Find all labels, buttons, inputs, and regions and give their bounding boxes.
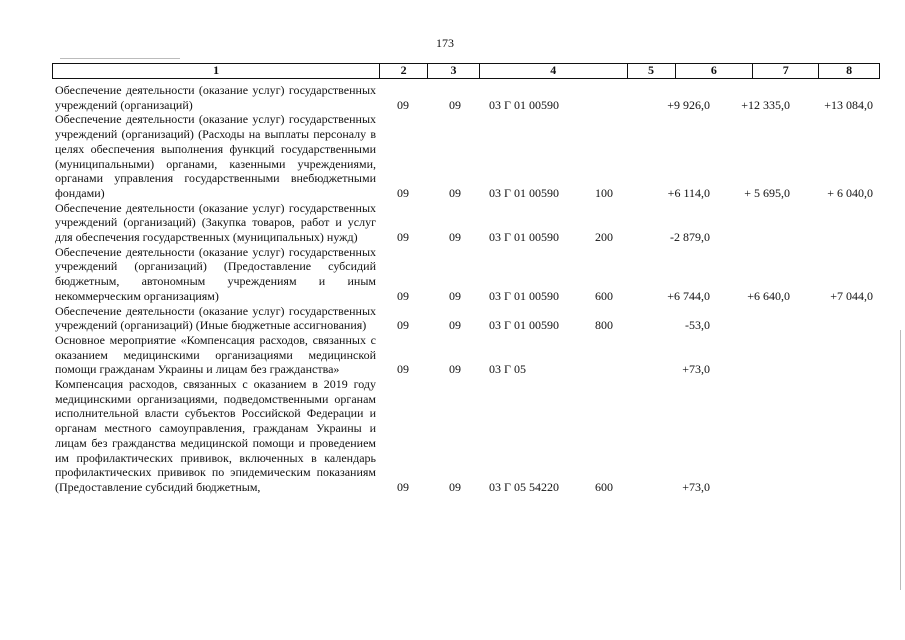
row-section: 09 [397,480,409,494]
row-subsection: 09 [449,185,461,200]
table-row [55,377,885,495]
table-row [55,112,885,200]
scan-artifact [900,330,901,590]
row-amount-col8: + 6 040,0 [827,185,873,200]
row-section: 09 [397,362,409,377]
row-amount-col7: +6 640,0 [747,288,790,303]
row-description: Основное мероприятие «Компенсация расходов, связанных с оказанием медицинскими организациями медицинской помощи гражданам Украины и лицам без гражданства» [55,332,376,377]
row-subsection: 09 [449,318,461,333]
row-subsection: 09 [449,480,461,494]
header-col-2: 2 [380,64,428,78]
row-amount-col8: +7 044,0 [830,288,873,303]
table-row [55,201,885,245]
row-amount-col7: + 5 695,0 [744,185,790,200]
row-amount-col6: -53,0 [685,318,710,333]
row-target-code: 03 Г 05 [489,362,526,377]
header-col-1: 1 [53,64,380,78]
row-subsection: 09 [449,230,461,245]
page-number: 173 [436,36,454,50]
budget-table-body [55,83,885,495]
row-target-code: 03 Г 01 00590 [489,318,559,333]
row-expense-type: 600 [595,288,613,303]
row-expense-type: 200 [595,230,613,245]
row-target-code: 03 Г 01 00590 [489,288,559,303]
row-description: Обеспечение деятельности (оказание услуг) государственных учреждений (организаций) (Иные бюджетные ассигнования) [55,303,376,333]
header-col-7: 7 [753,64,819,78]
row-subsection: 09 [449,97,461,112]
row-amount-col7: +12 335,0 [741,97,790,112]
row-subsection: 09 [449,362,461,377]
scan-artifact [60,58,180,59]
row-target-code: 03 Г 01 00590 [489,97,559,112]
row-amount-col6: +73,0 [682,480,710,494]
row-section: 09 [397,288,409,303]
row-expense-type: 100 [595,185,613,200]
row-amount-col6: +6 744,0 [667,288,710,303]
row-section: 09 [397,185,409,200]
row-amount-col6: +73,0 [682,362,710,377]
header-col-8: 8 [846,63,853,77]
row-expense-type: 600 [595,480,613,494]
table-row [55,83,885,112]
table-row [55,333,885,377]
row-description: Компенсация расходов, связанных с оказанием в 2019 году медицинскими организациями, подведомственными органам исполнительной власти субъектов Российской Федерации и органам местного самоуправления, гражданам Украины и лицам без гражданства медицинской помощи и проведением им профилактических прививок, включенных в календарь профилактических прививок по эпидемическим показаниям (Предоставление субсидий бюджетным, [55,377,376,494]
row-description: Обеспечение деятельности (оказание услуг) государственных учреждений (организаций) (Расходы на выплаты персоналу в целях обеспечения выполнения функций государственными (муниципальными) органами, казенными учреждениями, органами управления государственными внебюджетными фондами) [55,112,376,200]
row-description: Обеспечение деятельности (оказание услуг) государственных учреждений (организаций) (Закупка товаров, работ и услуг для обеспечения государственных (муниципальных) нужд) [55,200,376,245]
row-description: Обеспечение деятельности (оказание услуг) государственных учреждений (организаций) [55,83,376,112]
row-description: Обеспечение деятельности (оказание услуг) государственных учреждений (организаций) (Предоставление субсидий бюджетным, автономным учреждениям и иным некоммерческим организациям) [55,244,376,303]
header-col-4: 4 [480,64,628,78]
row-amount-col6: +9 926,0 [667,97,710,112]
row-expense-type: 800 [595,318,613,333]
table-row [55,245,885,304]
row-amount-col8: +13 084,0 [824,97,873,112]
table-header [52,63,880,79]
row-subsection: 09 [449,288,461,303]
header-col-5: 5 [628,64,676,78]
row-section: 09 [397,318,409,333]
row-section: 09 [397,230,409,245]
header-col-6: 6 [676,64,754,78]
row-amount-col6: +6 114,0 [667,185,710,200]
row-amount-col6: -2 879,0 [670,230,710,245]
row-section: 09 [397,97,409,112]
table-row [55,304,885,333]
row-target-code: 03 Г 01 00590 [489,230,559,245]
header-col-3: 3 [428,64,480,78]
row-target-code: 03 Г 01 00590 [489,185,559,200]
row-target-code: 03 Г 05 54220 [489,480,559,494]
